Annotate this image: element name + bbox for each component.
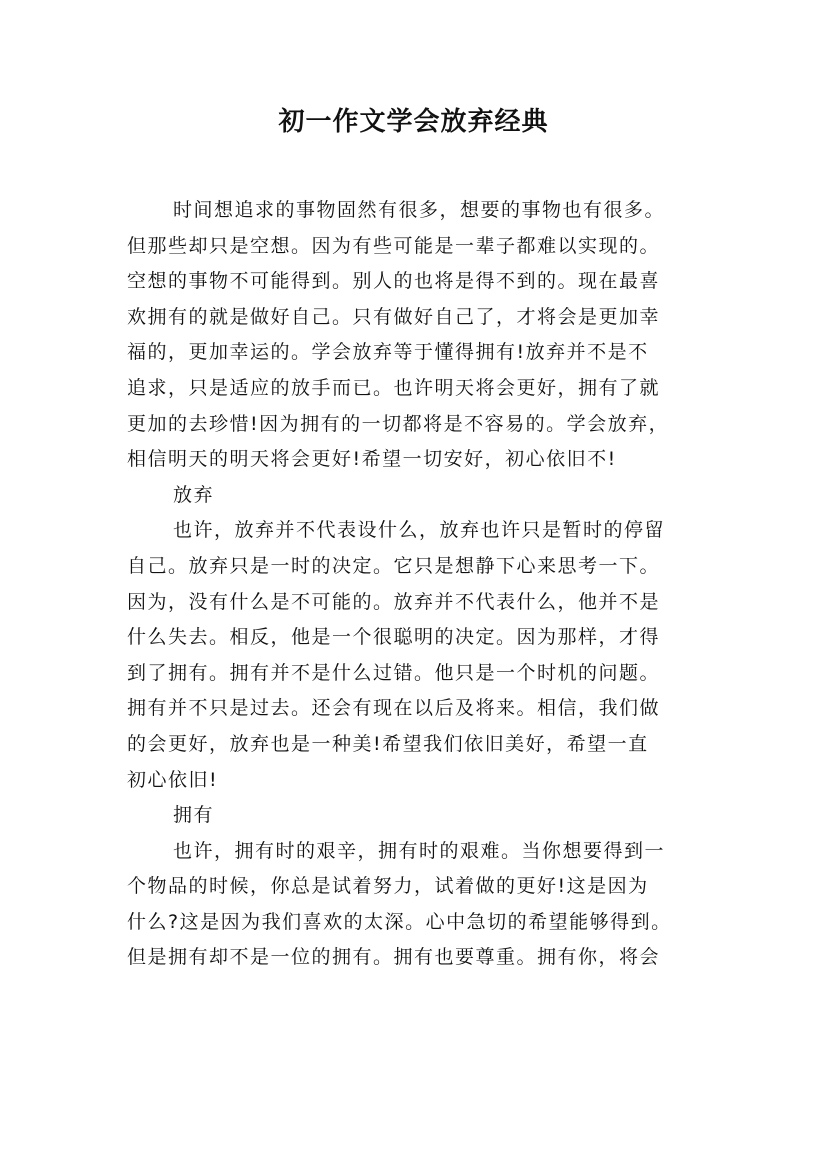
text-line: 追求，只是适应的放手而已。也许明天将会更好，拥有了就 (127, 376, 661, 399)
text-line: 空想的事物不可能得到。别人的也将是得不到的。现在最喜 (127, 270, 661, 293)
text-line: 什么失去。相反，他是一个很聪明的决定。因为那样，才得 (127, 626, 661, 649)
section-heading-yongyou: 拥有 (173, 804, 215, 827)
text-line: 但是拥有却不是一位的拥有。拥有也要尊重。拥有你，将会 (127, 946, 661, 969)
section-heading-fangqi: 放弃 (173, 483, 215, 506)
text-line: 也许，拥有时的艰辛，拥有时的艰难。当你想要得到一 (173, 839, 666, 862)
document-title: 初一作文学会放弃经典 (278, 107, 549, 137)
text-line: 也许，放弃并不代表设什么，放弃也许只是暂时的停留 (173, 519, 666, 542)
text-line: 拥有并不只是过去。还会有现在以后及将来。相信，我们做 (127, 697, 661, 720)
text-line: 因为，没有什么是不可能的。放弃并不代表什么，他并不是 (127, 590, 661, 613)
text-line: 时间想追求的事物固然有很多，想要的事物也有很多。 (173, 199, 666, 221)
text-line: 什么?这是因为我们喜欢的太深。心中急切的希望能够得到。 (127, 910, 672, 933)
text-line: 欢拥有的就是做好自己。只有做好自己了，才将会是更加幸 (127, 305, 661, 328)
text-line: 到了拥有。拥有并不是什么过错。他只是一个时机的问题。 (127, 661, 661, 684)
text-line: 但那些却只是空想。因为有些可能是一辈子都难以实现的。 (127, 234, 661, 257)
text-line: 自己。放弃只是一时的决定。它只是想静下心来思考一下。 (127, 554, 661, 577)
document-body (127, 193, 727, 976)
text-line: 更加的去珍惜!因为拥有的一切都将是不容易的。学会放弃， (127, 412, 670, 435)
text-line: 福的，更加幸运的。学会放弃等于懂得拥有!放弃并不是不 (127, 341, 649, 364)
text-line: 的会更好，放弃也是一种美!希望我们依旧美好，希望一直 (127, 732, 649, 755)
text-line: 初心依旧! (127, 768, 219, 791)
text-line: 个物品的时候，你总是试着努力，试着做的更好!这是因为 (127, 875, 649, 898)
text-line: 相信明天的明天将会更好!希望一切安好，初心依旧不! (127, 448, 617, 471)
